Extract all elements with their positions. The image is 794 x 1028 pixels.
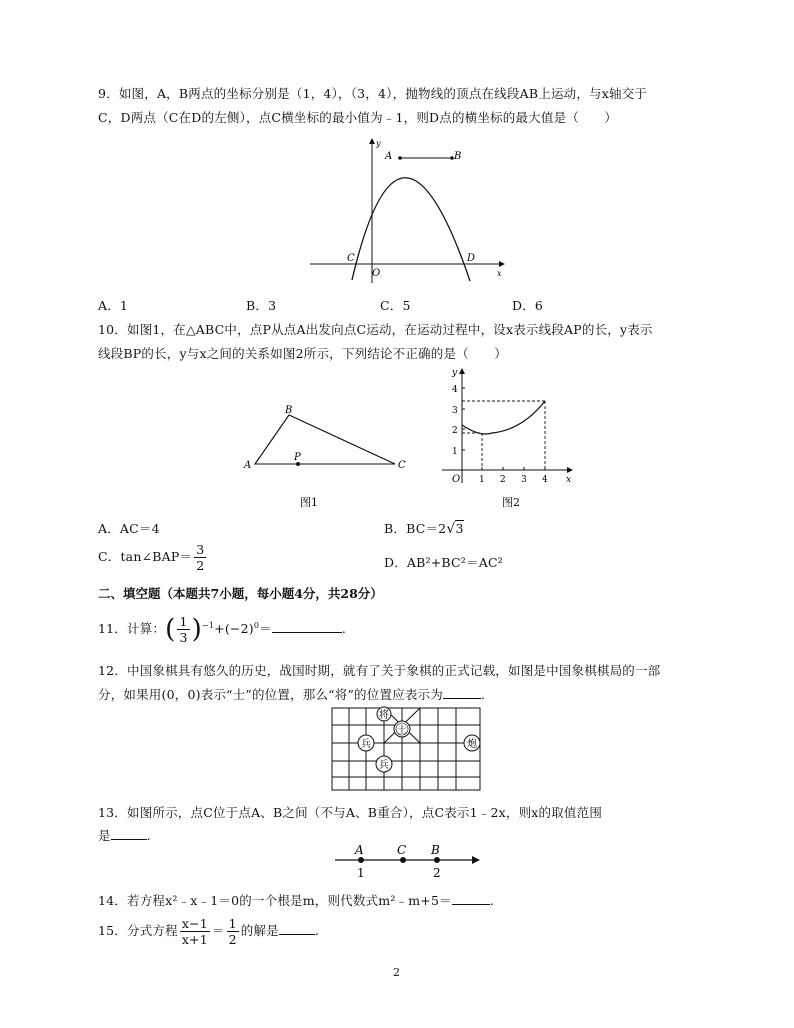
q13-point-c [400, 857, 406, 863]
q9-option-d: D．6 [512, 298, 544, 313]
q10-ytick-4: 4 [452, 385, 458, 395]
q15-eq: ＝ [211, 923, 225, 938]
q11-end: . [341, 621, 346, 636]
q13-label-a: A [355, 843, 364, 857]
q10-xtick-2: 2 [500, 475, 506, 485]
q10-label-y: y [452, 368, 458, 378]
q9-label-a: A [385, 151, 393, 162]
left-paren-icon: ( [165, 614, 176, 645]
q13-line2 [98, 826, 151, 844]
q12-chess-board [330, 705, 482, 793]
q11 [98, 614, 346, 645]
q9-label-b: B [454, 151, 462, 162]
q14 [98, 891, 494, 909]
q10-option-b-text: B．BC＝2 [384, 521, 447, 536]
q10-label-p: P [294, 452, 301, 463]
q10-fig2-caption: 图2 [502, 496, 520, 509]
q12-end: . [480, 687, 486, 702]
q11-den: 3 [179, 630, 188, 645]
sqrt-icon: √ [446, 521, 456, 537]
q10-xtick-1: 1 [479, 475, 485, 485]
q10-option-d: D．AB²+BC²＝AC² [384, 555, 503, 570]
q15-den1: x+1 [181, 932, 208, 947]
chess-piece-shi [394, 721, 410, 737]
q10-option-b-radicand: 3 [455, 521, 464, 536]
q10-ytick-3: 3 [452, 406, 458, 416]
q9-line1: 9．如图，A，B两点的坐标分别是（1，4），（3，4），抛物线的顶点在线段AB上运动，与x轴交于 [98, 86, 648, 101]
q15-end: . [314, 923, 320, 938]
q10-line1: 10．如图1，在△ABC中，点P从点A出发向点C运动，在运动过程中，设x表示线段AP的长，y表示 [98, 322, 653, 337]
q9-label-d: D [467, 253, 476, 264]
q10-option-b [384, 519, 464, 537]
q10-label-c: C [398, 460, 406, 471]
q13-line2-text: 是 [98, 828, 111, 843]
q10-ytick-1: 1 [452, 447, 458, 457]
q9-option-c: C．5 [380, 298, 411, 313]
q12-coord: (0，0) [161, 687, 201, 702]
q13-point-a [358, 857, 364, 863]
q9-parabola [352, 178, 470, 281]
q10-option-a: A．AC＝4 [98, 521, 160, 536]
q11-answer-blank[interactable] [272, 620, 342, 633]
q11-eq: ＝ [259, 621, 272, 636]
q13-answer-blank[interactable] [111, 827, 147, 840]
right-paren-icon: ) [191, 614, 202, 645]
q10-option-c-num: 3 [196, 542, 205, 557]
q12-line2-b: 表示“士”的位置，那么“将”的位置应表示为 [200, 687, 443, 702]
q10-xtick-3: 3 [521, 475, 527, 485]
chess-piece-bing-bottom [376, 756, 392, 772]
q9-line2: C，D两点（C在D的左侧），点C横坐标的最小值为﹣1，则D点的横坐标的最大值是（ ） [98, 110, 618, 125]
q10-triangle-figure [240, 398, 415, 513]
q11-exp-neg1: −1 [201, 620, 215, 630]
q10-label-b: B [285, 405, 293, 416]
q11-prefix: 11．计算： [98, 621, 166, 636]
q15 [98, 916, 319, 947]
q14-answer-blank[interactable] [452, 892, 490, 905]
q13-point-b [434, 857, 440, 863]
q12-line2-a: 分，如果用 [98, 687, 162, 702]
q10-option-c-den: 2 [196, 558, 205, 573]
q15-num1: x−1 [181, 916, 208, 931]
q10-xtick-4: 4 [542, 475, 548, 485]
q9-parabola-figure [305, 135, 510, 285]
q11-fraction [177, 614, 189, 645]
chess-piece-bing-left [358, 735, 374, 751]
q13-number-line [330, 840, 485, 882]
q10-option-c-fraction [194, 542, 206, 573]
q13-end: . [146, 828, 151, 843]
q12-answer-blank[interactable] [443, 686, 481, 699]
chess-piece-pao [464, 735, 480, 751]
q14-text: 14．若方程x²﹣x﹣1＝0的一个根是m，则代数式m²﹣m+5＝ [98, 893, 452, 908]
q15-suffix: 的解是 [240, 923, 279, 938]
q13-label-b: B [431, 843, 440, 857]
q12-line1: 12．中国象棋具有悠久的历史，战国时期，就有了关于象棋的正式记载，如图是中国象棋棋局的一部 [98, 663, 661, 678]
q14-end: . [489, 893, 495, 908]
q15-den2: 2 [228, 932, 237, 947]
q9-label-x: x [497, 269, 502, 278]
q15-num2: 1 [228, 916, 237, 931]
page-number: 2 [393, 966, 400, 979]
svg-text:将: 将 [379, 710, 389, 721]
arrow-right-icon [472, 856, 480, 864]
q15-answer-blank[interactable] [279, 922, 315, 935]
q10-ytick-2: 2 [452, 426, 458, 436]
q15-fraction-right [227, 916, 239, 947]
q13-label-c: C [397, 843, 407, 857]
q10-label-o: O [452, 474, 461, 485]
q15-fraction-left [180, 916, 210, 947]
q10-option-c-text: C．tan∠BAP＝ [98, 549, 193, 564]
svg-text:兵: 兵 [379, 760, 389, 771]
q15-prefix: 15．分式方程 [98, 923, 178, 938]
q10-label-a: A [244, 460, 252, 471]
q11-num: 1 [179, 614, 188, 629]
q11-mid: +(−2) [214, 621, 254, 636]
q9-label-c: C [347, 253, 355, 264]
q10-line2: 线段BP的长，y与x之间的关系如图2所示，下列结论不正确的是（ ） [98, 346, 507, 361]
q10-graph-figure [440, 365, 585, 510]
q9-label-y: y [376, 139, 381, 148]
q11-exp-0: 0 [253, 620, 260, 630]
q10-triangle [255, 415, 395, 464]
q9-option-b: B．3 [246, 298, 277, 313]
q10-option-c [98, 542, 208, 573]
svg-text:兵: 兵 [361, 739, 371, 750]
section-2-heading: 二、填空题（本题共7小题，每小题4分，共28分） [98, 586, 383, 601]
q10-fig1-caption: 图1 [300, 496, 318, 509]
svg-text:士: 士 [397, 725, 407, 736]
q13-label-2: 2 [433, 866, 441, 880]
q13-line1: 13．如图所示，点C位于点A、B之间（不与A、B重合），点C表示1﹣2x，则x的取值范围 [98, 805, 603, 820]
chess-piece-jiang [377, 707, 391, 721]
q13-label-1: 1 [357, 866, 365, 880]
q9-label-o: O [372, 268, 381, 279]
q12-line2 [98, 685, 485, 703]
q9-option-a: A．1 [98, 298, 129, 313]
svg-text:炮: 炮 [467, 739, 477, 750]
q10-label-x: x [566, 475, 572, 485]
q10-curve [462, 401, 545, 434]
